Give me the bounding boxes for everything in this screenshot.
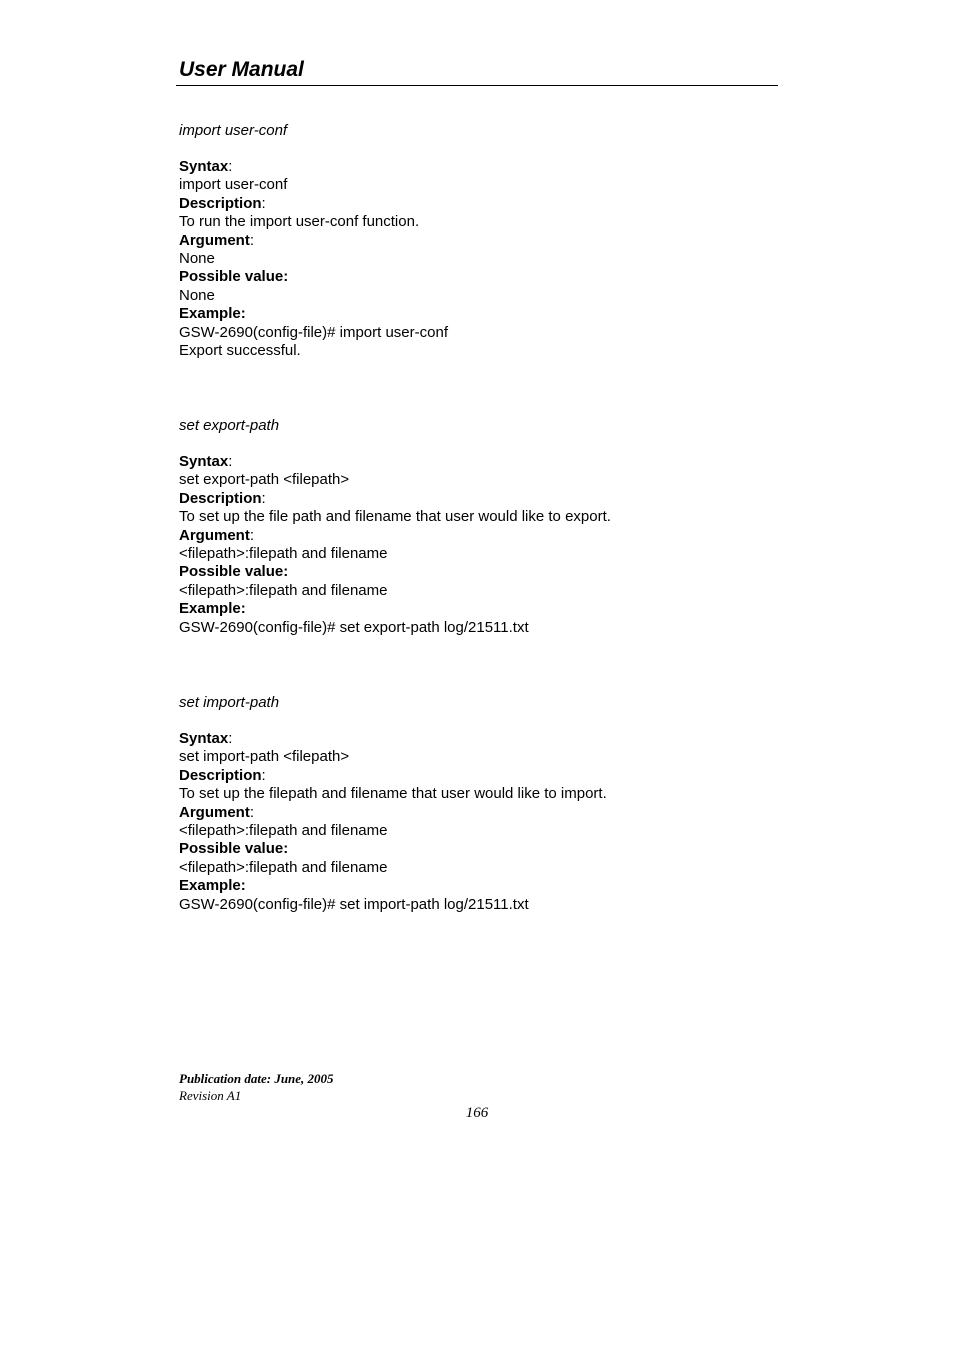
- description-label: Description: [179, 194, 262, 212]
- syntax-label: Syntax: [179, 730, 229, 747]
- description-label: Description: [179, 489, 262, 507]
- page-number: 166: [465, 1105, 489, 1121]
- example-label: Example:: [179, 877, 246, 895]
- command-section-import-user-conf: import user-conf Syntax: import user-conf Description: To run the import user-conf function. Argument: None Possible value: None Example: GSW-2690(config-file)# import user-conf Export successful.: [179, 121, 779, 360]
- possible-value-label: Possible value:: [179, 563, 289, 581]
- possible-value-label: Possible value:: [179, 268, 289, 286]
- syntax-value: set export-path <filepath>: [179, 471, 350, 489]
- possible-value: <filepath>:filepath and filename: [179, 858, 388, 876]
- example-line: GSW-2690(config-file)# import user-conf: [179, 323, 448, 341]
- example-line: GSW-2690(config-file)# set import-path log/21511.txt: [179, 895, 529, 913]
- header-title: User Manual: [179, 58, 304, 81]
- header-rule: [176, 85, 778, 86]
- argument-value: None: [179, 249, 215, 267]
- command-name: import user-conf: [179, 122, 288, 139]
- example-line: Export successful.: [179, 341, 301, 359]
- possible-value: <filepath>:filepath and filename: [179, 581, 388, 599]
- possible-value: None: [179, 286, 215, 304]
- example-label: Example:: [179, 600, 246, 618]
- argument-label: Argument: [179, 526, 250, 544]
- syntax-value: set import-path <filepath>: [179, 748, 350, 766]
- command-section-set-export-path: set export-path Syntax: set export-path <filepath> Description: To set up the file path and filename that user would like to export. Argument: <filepath>:filepath and filename Possible value: <filepath>:filepath and filename Example: GSW-2690(config-file)# set export-path log/21511.txt: [179, 416, 779, 637]
- syntax-label: Syntax: [179, 158, 229, 175]
- command-section-set-import-path: set import-path Syntax: set import-path <filepath> Description: To set up the filepath and filename that user would like to import. Argument: <filepath>:filepath and filename Possible value: <filepath>:filepath and filename Example: GSW-2690(config-file)# set import-path log/21511.txt: [179, 693, 779, 914]
- argument-label: Argument: [179, 803, 250, 821]
- example-label: Example:: [179, 305, 246, 323]
- revision-label: Revision A1: [179, 1088, 242, 1103]
- description-value: To set up the file path and filename that user would like to export.: [179, 508, 611, 526]
- command-name: set import-path: [179, 694, 280, 711]
- syntax-label: Syntax: [179, 453, 229, 470]
- argument-value: <filepath>:filepath and filename: [179, 821, 388, 839]
- argument-value: <filepath>:filepath and filename: [179, 544, 388, 562]
- publication-date: Publication date: June, 2005: [179, 1071, 334, 1086]
- description-value: To set up the filepath and filename that user would like to import.: [179, 785, 607, 803]
- description-label: Description: [179, 766, 262, 784]
- command-name: set export-path: [179, 417, 280, 434]
- description-value: To run the import user-conf function.: [179, 213, 420, 231]
- possible-value-label: Possible value:: [179, 840, 289, 858]
- example-line: GSW-2690(config-file)# set export-path log/21511.txt: [179, 618, 529, 636]
- argument-label: Argument: [179, 231, 250, 249]
- syntax-value: import user-conf: [179, 176, 288, 194]
